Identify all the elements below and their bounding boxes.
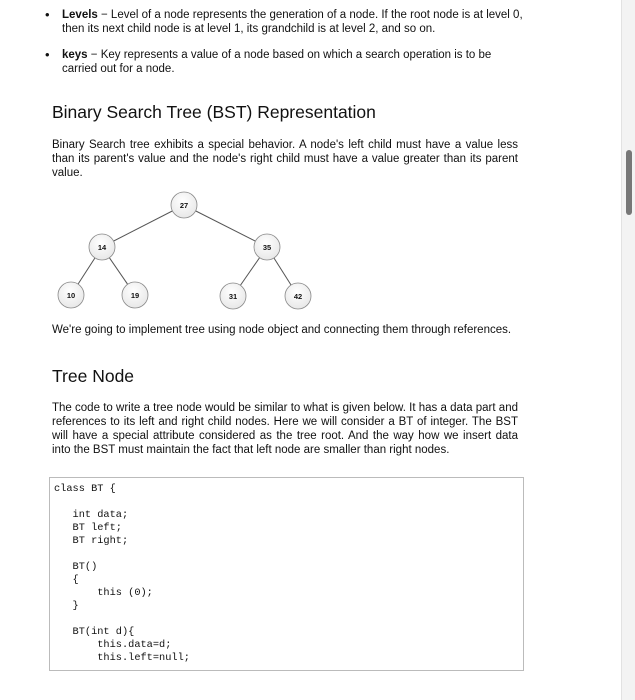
node-label-35: 35	[262, 243, 272, 252]
vertical-scrollbar[interactable]	[621, 0, 635, 700]
list-item-levels	[45, 7, 524, 36]
node-label-19: 19	[130, 291, 140, 300]
tree-node-31	[220, 283, 246, 309]
tree-node-10	[58, 282, 84, 308]
node-label-42: 42	[293, 292, 303, 301]
node-label-27: 27	[179, 201, 189, 210]
definition-keys: − Key represents a value of a node based on which a search operation is to be carried out for a node.	[62, 49, 492, 75]
code-block	[49, 477, 524, 671]
bst-diagram	[50, 185, 320, 310]
bst-paragraph: Binary Search tree exhibits a special behavior. A node's left child must have a value less than its parent's value and the node's right child must have a value greater than its parent value.	[52, 139, 518, 179]
tree-node-42	[285, 283, 311, 309]
term-keys: keys	[62, 49, 88, 61]
node-label-31: 31	[228, 292, 238, 301]
node-label-14: 14	[97, 243, 107, 252]
list-item-keys	[45, 47, 524, 76]
term-levels: Levels	[62, 9, 98, 21]
tree-node-paragraph: The code to write a tree node would be similar to what is given below. It has a data part and references to its left and right child nodes. Here we will consider a BT of integer. The BST will have a special attribute considered as the tree root. And the way how we insert data into the BST must maintain the fact that left node are smaller than right nodes.	[52, 402, 518, 456]
definition-levels: − Level of a node represents the generation of a node. If the root node is at level 0, then its next child node is at level 1, its grandchild is at level 2, and so on.	[62, 9, 523, 35]
definition-list	[45, 7, 524, 88]
bullet-icon: •	[45, 7, 50, 22]
tree-node-19	[122, 282, 148, 308]
tree-node-35	[254, 234, 280, 260]
edge-27-14	[102, 205, 184, 247]
tree-node-14	[89, 234, 115, 260]
node-label-10: 10	[66, 291, 76, 300]
bst-heading: Binary Search Tree (BST) Representation	[52, 102, 376, 122]
edge-27-35	[184, 205, 267, 247]
tree-node-27	[171, 192, 197, 218]
tree-node-heading: Tree Node	[52, 366, 135, 386]
code-text: class BT { int data; BT left; BT right; BT() { this (0); } BT(int d){ this.data=d; this.left=null;	[54, 483, 190, 664]
scrollbar-thumb[interactable]	[626, 150, 632, 215]
bullet-icon: •	[45, 47, 50, 62]
implement-paragraph: We're going to implement tree using node object and connecting them through references.	[52, 324, 512, 336]
